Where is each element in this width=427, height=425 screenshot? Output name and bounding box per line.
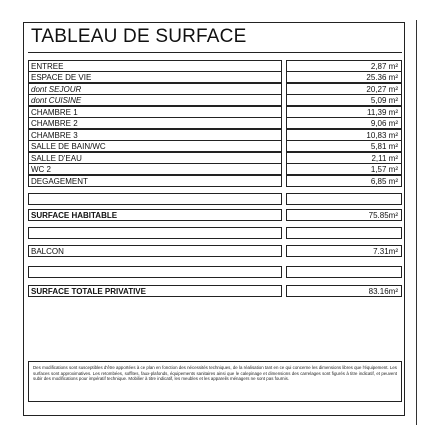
room-label: ENTREE: [28, 60, 282, 72]
room-label: SALLE D'EAU: [28, 152, 282, 164]
table-title: TABLEAU DE SURFACE: [31, 26, 247, 47]
area-value: [286, 193, 402, 205]
area-value: 9,06 m²: [286, 117, 402, 129]
table-row: [28, 117, 402, 129]
room-label: CHAMBRE 1: [28, 106, 282, 118]
table-row: [28, 175, 402, 187]
page-divider: [416, 20, 417, 425]
room-label: CHAMBRE 2: [28, 117, 282, 129]
table-row: [28, 285, 402, 297]
area-value: 83.16m²: [286, 285, 402, 297]
area-value: 10,83 m²: [286, 129, 402, 141]
area-value: 25.36 m²: [286, 71, 402, 83]
room-label: DEGAGEMENT: [28, 175, 282, 187]
area-value: 2,87 m²: [286, 60, 402, 72]
room-label: CHAMBRE 3: [28, 129, 282, 141]
area-value: 5,81 m²: [286, 140, 402, 152]
area-value: [286, 266, 402, 278]
table-row: [28, 163, 402, 175]
table-row: [28, 209, 402, 221]
spacer-row: [28, 193, 402, 205]
table-row: [28, 71, 402, 83]
room-label: BALCON: [28, 245, 282, 257]
spacer-row: [28, 266, 402, 278]
room-label: SALLE DE BAIN/WC: [28, 140, 282, 152]
area-value: 7.31m²: [286, 245, 402, 257]
table-row: [28, 245, 402, 257]
area-value: 6,85 m²: [286, 175, 402, 187]
area-value: 5,09 m²: [286, 94, 402, 106]
area-value: 2,11 m²: [286, 152, 402, 164]
area-value: 75.85m²: [286, 209, 402, 221]
disclaimer-note: Des modifications sont susceptibles d'être apportées à ce plan en fonction des nécessités techniques, de la réalisation tant en ce qui concerne les dimensions libres que l'équipement. Les surfaces sont approximatives. Les retombées, soffites, faux-plafonds, équipements sanitaires ainsi que le calepinage et dimensions des carrelages sont figurés à titre indicatif, et peuvent subir des modifications pour impératif technique. Mobilier à titre indicatif, les meubles et les appareils ménagers ne sont pas fournis.: [28, 361, 402, 402]
area-value: 11,39 m²: [286, 106, 402, 118]
room-label: WC 2: [28, 163, 282, 175]
area-value: 1,57 m²: [286, 163, 402, 175]
room-label: ESPACE DE VIE: [28, 71, 282, 83]
room-label: [28, 266, 282, 278]
area-value: [286, 227, 402, 239]
room-label: [28, 227, 282, 239]
room-label: dont CUISINE: [28, 94, 282, 106]
room-label: [28, 193, 282, 205]
title-divider: [28, 52, 402, 53]
room-label: SURFACE HABITABLE: [28, 209, 282, 221]
room-label: dont SEJOUR: [28, 83, 282, 95]
table-row: [28, 140, 402, 152]
room-label: SURFACE TOTALE PRIVATIVE: [28, 285, 282, 297]
spacer-row: [28, 227, 402, 239]
table-row: [28, 94, 402, 106]
area-value: 20,27 m²: [286, 83, 402, 95]
